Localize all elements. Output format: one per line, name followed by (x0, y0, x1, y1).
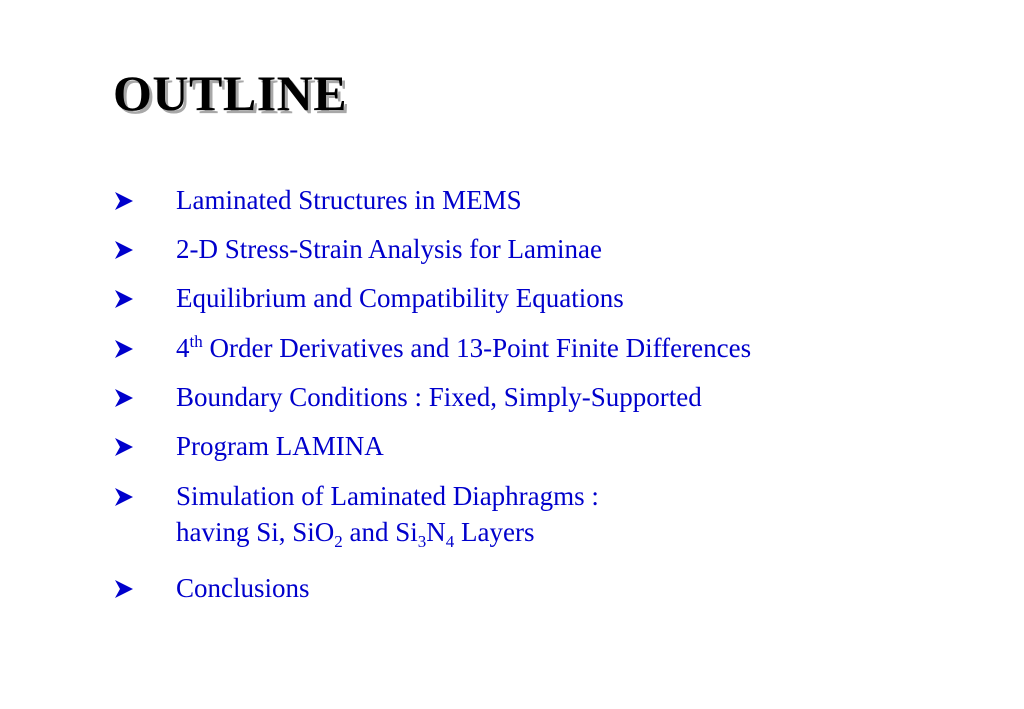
outline-item-text (176, 330, 751, 366)
outline-item-text: Laminated Structures in MEMS (176, 185, 522, 215)
text-segment: having Si, SiO (176, 517, 335, 547)
text-segment: Layers (454, 517, 535, 547)
ordinal-number: 4 (176, 333, 190, 363)
arrowhead-bullet-icon (113, 231, 135, 267)
subscript: 2 (334, 532, 343, 551)
outline-item-line-1: Simulation of Laminated Diaphragms : (176, 481, 599, 511)
subscript: 3 (417, 532, 427, 551)
outline-item-text: 2-D Stress-Strain Analysis for Laminae (176, 234, 602, 264)
arrowhead-bullet-icon (113, 570, 135, 606)
arrowhead-bullet-icon (113, 182, 135, 218)
arrowhead-bullet-icon (113, 280, 135, 316)
outline-item-text (176, 478, 599, 550)
ordinal-suffix: th (189, 332, 203, 351)
subscript: 4 (445, 532, 455, 551)
outline-item-text: Boundary Conditions : Fixed, Simply-Supported (176, 382, 702, 412)
outline-item-text: Program LAMINA (176, 431, 384, 461)
text-segment: N (426, 517, 446, 547)
outline-item-text-rest: Order Derivatives and 13-Point Finite Differences (202, 333, 752, 363)
outline-item-text: Equilibrium and Compatibility Equations (176, 283, 624, 313)
arrowhead-bullet-icon (113, 330, 135, 366)
arrowhead-bullet-icon (113, 428, 135, 464)
outline-item-text: Conclusions (176, 573, 310, 603)
outline-item-line-2 (176, 514, 599, 550)
text-segment: and Si (342, 517, 418, 547)
slide-title: OUTLINE (113, 65, 348, 121)
arrowhead-bullet-icon (113, 379, 135, 415)
arrowhead-bullet-icon (113, 478, 135, 514)
